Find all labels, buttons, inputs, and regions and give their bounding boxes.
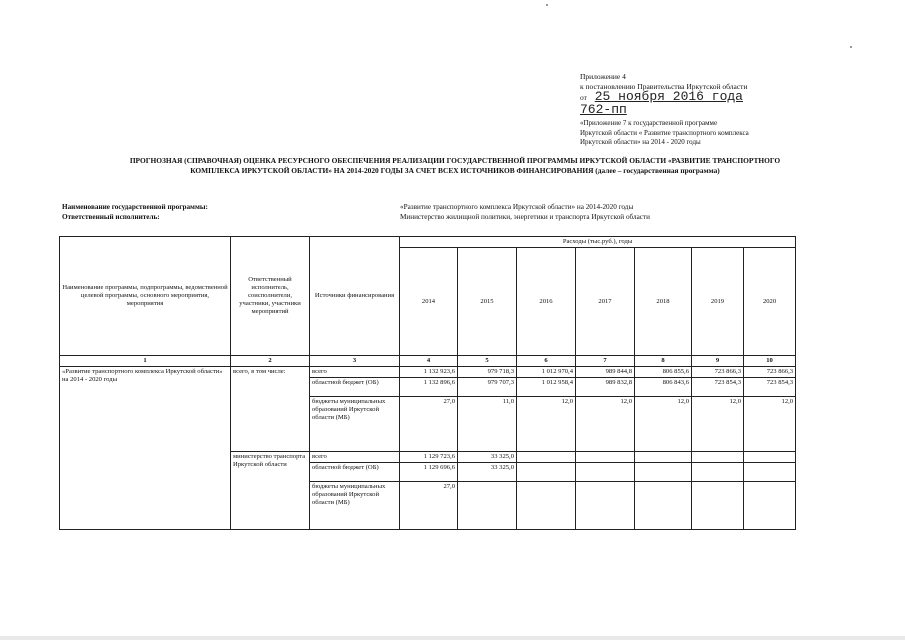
value-cell: 33 325,0 xyxy=(458,452,517,463)
header-year: 2014 xyxy=(400,248,458,356)
program-name-cell: «Развитие транспортного комплекса Иркутской области» на 2014 - 2020 годы xyxy=(60,367,231,530)
value-cell xyxy=(576,482,635,530)
document-title xyxy=(60,156,850,176)
value-cell: 12,0 xyxy=(635,397,692,452)
executor-cell-ministry: министерство транспорта Иркутской области xyxy=(231,452,310,530)
source-cell: бюджеты муниципальных образований Иркутской области (МБ) xyxy=(310,482,400,530)
executor-value: Министерство жилищной политики, энергетики и транспорта Иркутской области xyxy=(400,213,650,221)
appendix-sub-block xyxy=(580,119,810,148)
value-cell: 11,0 xyxy=(458,397,517,452)
value-cell xyxy=(744,482,796,530)
value-cell xyxy=(517,463,576,482)
value-cell xyxy=(517,482,576,530)
executor-label: Ответственный исполнитель: xyxy=(62,213,160,221)
value-cell xyxy=(692,482,744,530)
source-cell: бюджеты муниципальных образований Иркутской области (МБ) xyxy=(310,397,400,452)
value-cell xyxy=(692,463,744,482)
value-cell: 723 866,3 xyxy=(692,367,744,378)
column-number: 6 xyxy=(517,356,576,367)
value-cell: 1 012 958,4 xyxy=(517,378,576,397)
value-cell xyxy=(458,482,517,530)
value-cell: 12,0 xyxy=(692,397,744,452)
header-year: 2016 xyxy=(517,248,576,356)
header-source-column: Источники финансирования xyxy=(310,237,400,356)
header-expenses: Расходы (тыс.руб.), годы xyxy=(400,237,796,248)
program-label: Наименование государственной программы: xyxy=(62,203,208,211)
column-number: 7 xyxy=(576,356,635,367)
header-year: 2020 xyxy=(744,248,796,356)
value-cell: 1 129 723,6 xyxy=(400,452,458,463)
column-number: 2 xyxy=(231,356,310,367)
header-year: 2019 xyxy=(692,248,744,356)
sub-line-3: Иркутской области» на 2014 - 2020 годы xyxy=(580,138,701,146)
header-year: 2017 xyxy=(576,248,635,356)
header-name-column: Наименование программы, подпрограммы, ведомственной целевой программы, основного мероприятия, мероприятия xyxy=(60,237,231,356)
column-number: 8 xyxy=(635,356,692,367)
header-executor-column: Ответственный исполнитель, соисполнители, участники, участники мероприятий xyxy=(231,237,310,356)
sub-line-2: Иркутской области « Развитие транспортного комплекса xyxy=(580,128,749,137)
decree-number: 762-пп xyxy=(580,102,627,117)
value-cell: 1 129 696,6 xyxy=(400,463,458,482)
value-cell: 1 012 970,4 xyxy=(517,367,576,378)
sub-line-1: «Приложение 7 к государственной программе xyxy=(580,119,718,127)
date-prefix: от xyxy=(580,93,587,102)
value-cell: 1 132 923,6 xyxy=(400,367,458,378)
value-cell: 27,0 xyxy=(400,482,458,530)
executor-cell-total: всего, в том числе: xyxy=(231,367,310,452)
source-cell: областной бюджет (ОБ) xyxy=(310,378,400,397)
financing-table xyxy=(59,236,796,530)
value-cell: 12,0 xyxy=(576,397,635,452)
source-cell: всего xyxy=(310,367,400,378)
value-cell: 27,0 xyxy=(400,397,458,452)
source-cell: всего xyxy=(310,452,400,463)
appendix-header xyxy=(580,72,810,148)
value-cell: 979 707,3 xyxy=(458,378,517,397)
appendix-number-line: Приложение 4 xyxy=(580,72,626,81)
value-cell xyxy=(744,463,796,482)
scan-speck xyxy=(850,46,852,48)
column-number: 3 xyxy=(310,356,400,367)
title-line-2: КОМПЛЕКСА ИРКУТСКОЙ ОБЛАСТИ» НА 2014-2020 ГОДЫ ЗА СЧЕТ ВСЕХ ИСТОЧНИКОВ ФИНАНСИРОВАНИЯ (далее – государственная программа) xyxy=(190,166,720,175)
value-cell xyxy=(744,452,796,463)
program-value: «Развитие транспортного комплекса Иркутской области» на 2014-2020 годы xyxy=(400,203,634,211)
value-cell xyxy=(576,463,635,482)
value-cell xyxy=(635,482,692,530)
decree-date-stamp xyxy=(580,91,810,116)
value-cell: 806 843,6 xyxy=(635,378,692,397)
title-line-1: ПРОГНОЗНАЯ (СПРАВОЧНАЯ) ОЦЕНКА РЕСУРСНОГО ОБЕСПЕЧЕНИЯ РЕАЛИЗАЦИИ ГОСУДАРСТВЕННОЙ ПРОГРАММЫ ИРКУТСКОЙ ОБЛАСТИ «РАЗВИТИЕ ТРАНСПОРТНОГО xyxy=(129,156,781,165)
value-cell: 1 132 896,6 xyxy=(400,378,458,397)
value-cell: 723 854,3 xyxy=(744,378,796,397)
value-cell: 989 844,8 xyxy=(576,367,635,378)
decree-date: 25 ноября 2016 года xyxy=(594,89,743,104)
value-cell: 723 854,3 xyxy=(692,378,744,397)
scan-edge xyxy=(0,636,905,640)
value-cell xyxy=(692,452,744,463)
value-cell xyxy=(635,463,692,482)
value-cell xyxy=(517,452,576,463)
value-cell: 806 855,6 xyxy=(635,367,692,378)
column-number: 1 xyxy=(60,356,231,367)
appendix-decree-line: к постановлению Правительства Иркутской области xyxy=(580,81,748,91)
header-year: 2015 xyxy=(458,248,517,356)
column-number: 5 xyxy=(458,356,517,367)
column-number: 9 xyxy=(692,356,744,367)
value-cell xyxy=(576,452,635,463)
source-cell: областной бюджет (ОБ) xyxy=(310,463,400,482)
value-cell: 12,0 xyxy=(744,397,796,452)
value-cell: 12,0 xyxy=(517,397,576,452)
value-cell: 979 718,3 xyxy=(458,367,517,378)
column-number: 4 xyxy=(400,356,458,367)
value-cell: 989 832,8 xyxy=(576,378,635,397)
value-cell: 723 866,3 xyxy=(744,367,796,378)
scan-speck xyxy=(546,4,548,6)
header-year: 2018 xyxy=(635,248,692,356)
column-number: 10 xyxy=(744,356,796,367)
value-cell: 33 325,0 xyxy=(458,463,517,482)
value-cell xyxy=(635,452,692,463)
